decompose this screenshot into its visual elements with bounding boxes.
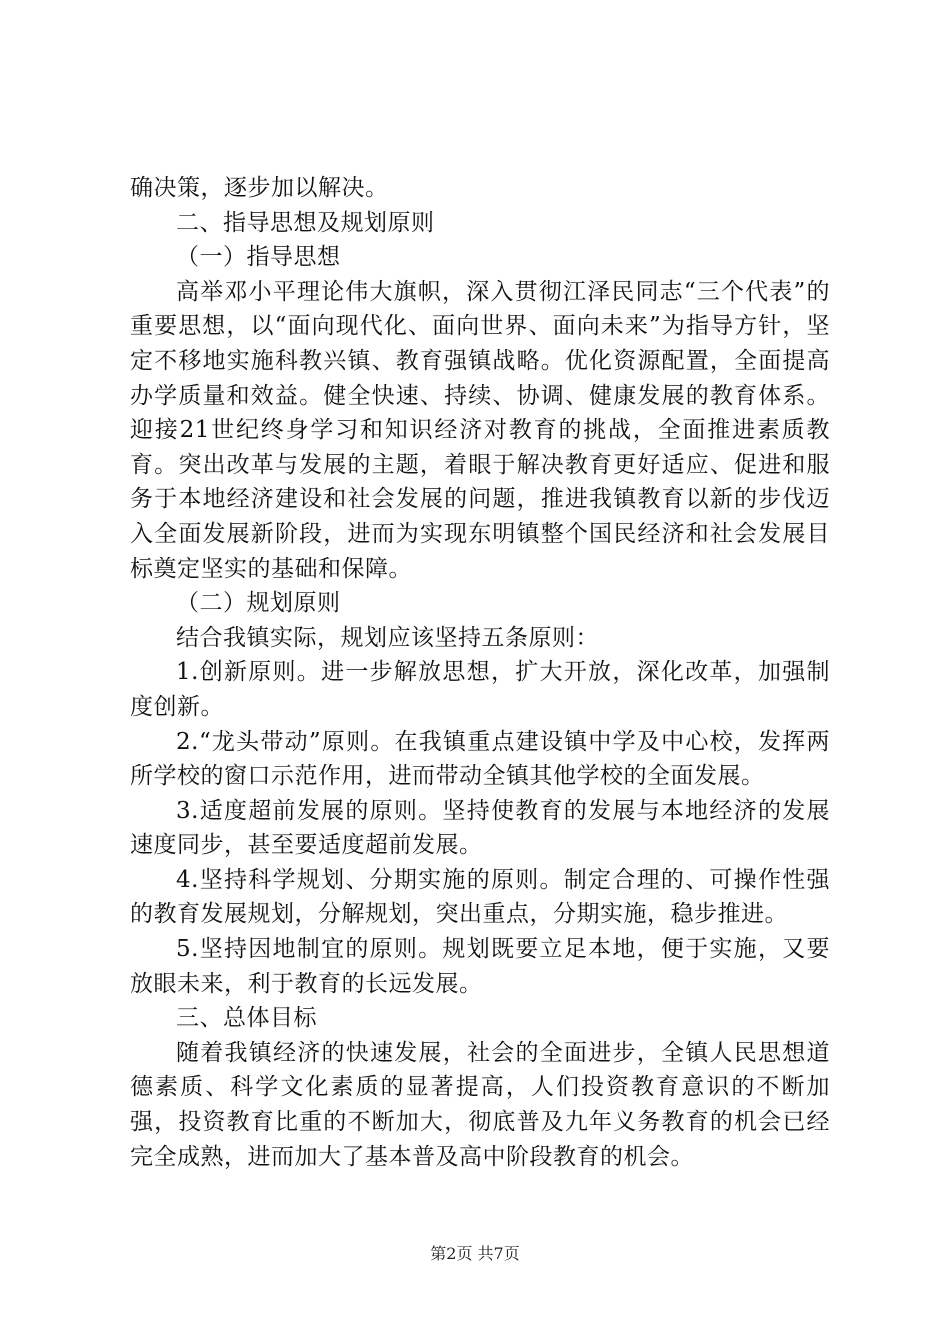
page-footer	[0, 1244, 950, 1264]
list-item-principle-1: 1.创新原则。进一步解放思想，扩大开放，深化改革，加强制度创新。	[130, 659, 830, 720]
subheading-guiding-ideology: （一）指导思想	[176, 244, 341, 271]
list-item-principle-4: 4.坚持科学规划、分期实施的原则。制定合理的、可操作性强的教育发展规划，分解规划，突出重点，分期实施，稳步推进。	[130, 866, 830, 928]
document-body	[130, 171, 830, 1174]
section-heading-overall-goals: 三、总体目标	[176, 1005, 317, 1032]
section-heading-guiding-principles: 二、指导思想及规划原则	[176, 209, 435, 236]
list-item-principle-2: 2.“龙头带动”原则。在我镇重点建设镇中学及中心校，发挥两所学校的窗口示范作用，进而带动全镇其他学校的全面发展。	[130, 728, 830, 790]
paragraph-principles-intro: 结合我镇实际，规划应该坚持五条原则：	[176, 624, 599, 651]
paragraph-overall-goals: 随着我镇经济的快速发展，社会的全面进步，全镇人民思想道德素质、科学文化素质的显著提高，人们投资教育意识的不断加强，投资教育比重的不断加大，彻底普及九年义务教育的机会已经完全成熟，进而加大了基本普及高中阶段教育的机会。	[130, 1039, 830, 1170]
list-item-principle-3: 3.适度超前发展的原则。坚持使教育的发展与本地经济的发展速度同步，甚至要适度超前发展。	[130, 797, 830, 859]
paragraph-guiding-ideology: 高举邓小平理论伟大旗帜，深入贯彻江泽民同志“三个代表”的重要思想，以“面向现代化、面向世界、面向未来”为指导方针，坚定不移地实施科教兴镇、教育强镇战略。优化资源配置，全面提高办学质量和效益。健全快速、持续、协调、健康发展的教育体系。迎接21世纪终身学习和知识经济对教育的挑战，全面推进素质教育。突出改革与发展的主题，着眼于解决教育更好适应、促进和服务于本地经济建设和社会发展的问题，推进我镇教育以新的步伐迈入全面发展新阶段，进而为实现东明镇整个国民经济和社会发展目标奠定坚实的基础和保障。	[130, 278, 830, 582]
subheading-planning-principles: （二）规划原则	[176, 590, 341, 617]
page-number-label: 第2页 共7页	[430, 1244, 520, 1263]
paragraph-continuation: 确决策，逐步加以解决。	[130, 175, 389, 201]
list-item-principle-5: 5.坚持因地制宜的原则。规划既要立足本地，便于实施，又要放眼未来，利于教育的长远发展。	[130, 936, 830, 997]
